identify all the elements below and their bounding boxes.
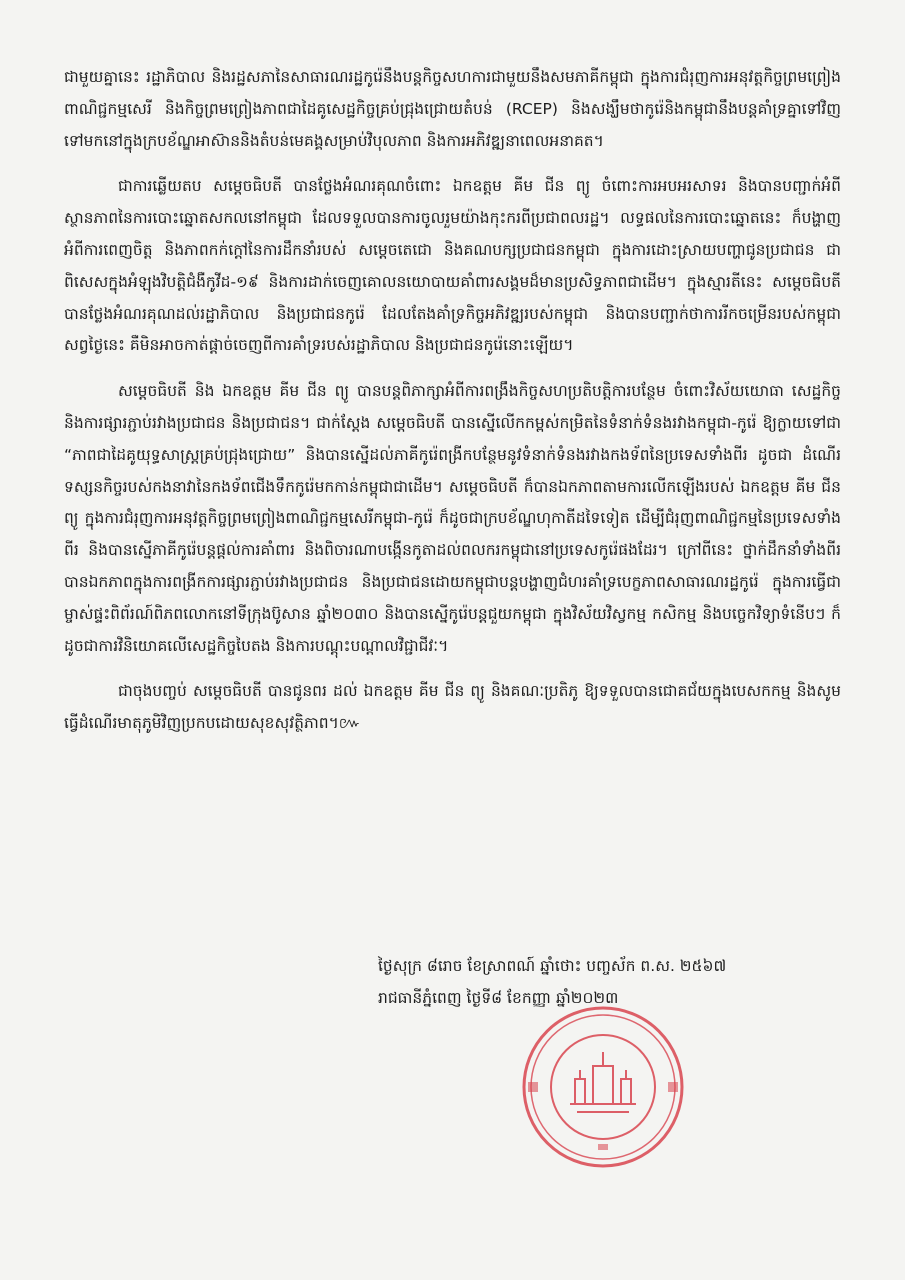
date-lunar: ថ្ងៃសុក្រ ៨រោច ខែស្រាពណ៍ ឆ្នាំថោះ បញ្ចស័ក ព.ស. ២៥៦៧ <box>378 957 727 975</box>
date-solar: រាជធានីភ្នំពេញ ថ្ងៃទី៨ ខែកញ្ញា ឆ្នាំ២០២៣ <box>378 989 619 1007</box>
seal-icon <box>520 1004 686 1170</box>
paragraph-2: ជាការឆ្លើយតប សម្តេចធិបតី បានថ្លែងអំណរគុណចំពោះ ឯកឧត្តម គីម ជីន ព្យូ ចំពោះការអបអរសាទរ និងបានបញ្ជាក់អំពីស្ថានភាពនៃការបោះឆ្នោតសកលនៅកម្ពុជា ដែលទទួលបានការចូលរួមយ៉ាងកុះករពីប្រជាពលរដ្ឋ។ លទ្ធផលនៃការបោះឆ្នោតនេះ ក៏បង្ហាញអំពីការពេញចិត្ត និងភាពកក់ក្តៅនៃការដឹកនាំរបស់ សម្តេចតេជោ និងគណបក្សប្រជាជនកម្ពុជា ក្នុងការដោះស្រាយបញ្ហាជូនប្រជាជន ជាពិសេសក្នុងអំឡុងវិបត្តិជំងឺកូវីដ-១៩ និងការដាក់ចេញគោលនយោបាយគាំពារសង្គមដ៏មានប្រសិទ្ធភាពជាដើម។ ក្នុងស្មារតីនេះ សម្តេចធិបតី បានថ្លែងអំណរគុណដល់រដ្ឋាភិបាល និងប្រជាជនកូរ៉េ ដែលតែងគាំទ្រកិច្ចអភិវឌ្ឍរបស់កម្ពុជា និងបានបញ្ជាក់ថាការរីកចម្រើនរបស់កម្ពុជាសព្វថ្ងៃនេះ គឺមិនអាចកាត់ផ្តាច់ចេញពីការគាំទ្ររបស់រដ្ឋាភិបាល និងប្រជាជនកូរ៉េនោះឡើយ។ <box>64 177 841 355</box>
paragraph-4: ជាចុងបញ្ចប់ សម្តេចធិបតី បានជូនពរ ដល់ ឯកឧត្តម គីម ជីន ព្យូ និងគណៈប្រតិភូ ឱ្យទទួលបានជោគជ័យក្នុងបេសកកម្ម និងសូមធ្វើដំណើរមាតុភូមិវិញប្រកបដោយសុខសុវត្ថិភាព។៚ <box>64 682 841 733</box>
paragraph-3: សម្តេចធិបតី និង ឯកឧត្តម គីម ជីន ព្យូ បានបន្តពិភាក្សាអំពីការពង្រឹងកិច្ចសហប្រតិបត្តិការបន្ថែម ចំពោះវិស័យយោធា សេដ្ឋកិច្ច និងការផ្សារភ្ជាប់រវាងប្រជាជន និងប្រជាជន។ ជាក់ស្តែង សម្តេចធិបតី បានស្នើលើកកម្ពស់កម្រិតនៃទំនាក់ទំនងរវាងកម្ពុជា-កូរ៉េ ឱ្យក្លាយទៅជា “ភាពជាដៃគូយុទ្ធសាស្ត្រគ្រប់ជ្រុងជ្រោយ” និងបានស្នើដល់ភាគីកូរ៉េពង្រីកបន្ថែមនូវទំនាក់ទំនងរវាងកងទ័ពនៃប្រទេសទាំងពីរ ដូចជា ដំណើរទស្សនកិច្ចរបស់កងនាវានៃកងទ័ពជើងទឹកកូរ៉េមកកាន់កម្ពុជាជាដើម។ សម្តេចធិបតី ក៏បានឯកភាពតាមការលើកឡើងរបស់ ឯកឧត្តម គីម ជីន ព្យូ ក្នុងការជំរុញការអនុវត្តកិច្ចព្រមព្រៀងពាណិជ្ជកម្មសេរីកម្ពុជា-កូរ៉េ ក៏ដូចជាក្របខ័ណ្ឌហុកាតីដទៃទៀត ដើម្បីជំរុញពាណិជ្ជកម្មនៃប្រទេសទាំងពីរ និងបានស្នើភាគីកូរ៉េបន្តផ្តល់ការគាំពារ និងពិចារណាបង្កើនកូតាដល់ពលករកម្ពុជានៅប្រទេសកូរ៉េផងដែរ។ ក្រៅពីនេះ ថ្នាក់ដឹកនាំទាំងពីរបានឯកភាពក្នុងការពង្រីកការផ្សារភ្ជាប់រវាងប្រជាជន និងប្រជាជនដោយកម្ពុជាបន្តបង្ហាញជំហរគាំទ្របេក្ខភាពសាធារណរដ្ឋកូរ៉េ ក្នុងការធ្វើជាម្ចាស់ផ្ទះពិព័រណ៍ពិភពលោកនៅទីក្រុងប៊ូសាន ឆ្នាំ២០៣០ និងបានស្នើកូរ៉េបន្តជួយកម្ពុជា ក្នុងវិស័យវិស្វកម្ម កសិកម្ម និងបច្ចេកវិទ្យាទំនើបៗ ក៏ដូចជាការវិនិយោគលើសេដ្ឋកិច្ចបៃតង និងការបណ្តុះបណ្តាលវិជ្ជាជីវៈ។ <box>64 382 841 655</box>
paragraph-1: ជាមួយគ្នានេះ រដ្ឋាភិបាល និងរដ្ឋសភានៃសាធារណរដ្ឋកូរ៉េនឹងបន្តកិច្ចសហការជាមួយនឹងសមភាគីកម្ពុជា ក្នុងការជំរុញការអនុវត្តកិច្ចព្រមព្រៀងពាណិជ្ជកម្មសេរី និងកិច្ចព្រមព្រៀងភាពជាដៃគូសេដ្ឋកិច្ចគ្រប់ជ្រុងជ្រោយតំបន់ (RCEP) និងសង្ឃឹមថាកូរ៉េនិងកម្ពុជានឹងបន្តគាំទ្រគ្នាទៅវិញទៅមកនៅក្នុងក្របខ័ណ្ឌអាស៊ាននិងតំបន់មេគង្គសម្រាប់វិបុលភាព និងការអភិវឌ្ឍនាពេលអនាគត។ <box>64 68 841 150</box>
